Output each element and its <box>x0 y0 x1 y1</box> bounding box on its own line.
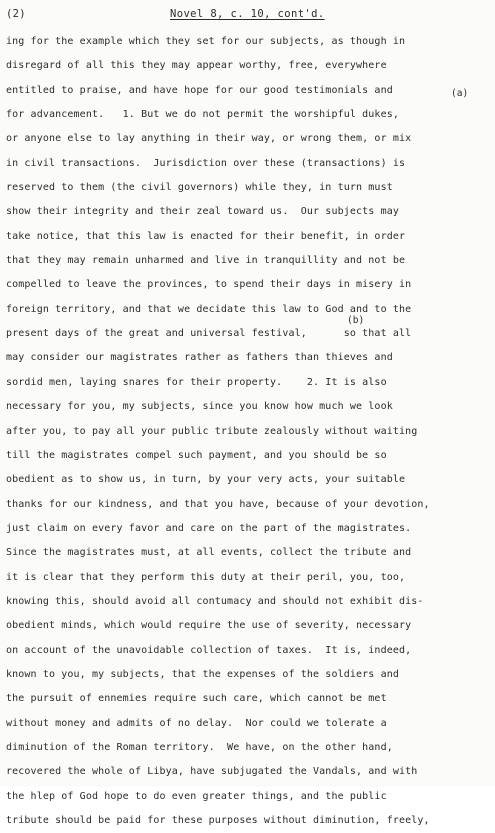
text-line: without money and admits of no delay. Nor could we tolerate a <box>6 717 387 729</box>
text-line: tribute should be paid for these purposes without diminution, freely, <box>6 815 430 826</box>
text-line: take notice, that this law is enacted for their benefit, in order <box>6 230 406 242</box>
text-line: disregard of all this they may appear worthy, free, everywhere <box>6 60 387 72</box>
text-line: foreign territory, and that we decidate this law to God and to the <box>6 303 412 315</box>
text-line: recovered the whole of Libya, have subjugated the Vandals, and with <box>6 766 418 778</box>
text-line: thanks for our kindness, and that you have, because of your devotion, <box>6 498 430 510</box>
text-line: for advancement. 1. But we do not permit the worshipful dukes, <box>6 109 399 121</box>
text-line: show their integrity and their zeal toward us. Our subjects may <box>6 206 399 218</box>
text-line: Since the magistrates must, at all events, collect the tribute and <box>6 547 412 559</box>
text-line: on account of the unavoidable collection of taxes. It is, indeed, <box>6 644 412 656</box>
footnote-mark-a: (a) <box>451 88 469 99</box>
footnote-mark-b: (b) <box>347 315 365 326</box>
text-line: known to you, my subjects, that the expenses of the soldiers and <box>6 668 399 680</box>
text-line: it is clear that they perform this duty at their peril, you, too, <box>6 571 406 583</box>
text-line: compelled to leave the provinces, to spend their days in misery in <box>6 279 412 291</box>
text-line: till the magistrates compel such payment, and you should be so <box>6 449 387 461</box>
text-line: may consider our magistrates rather as fathers than thieves and <box>6 352 393 364</box>
text-line: diminution of the Roman territory. We have, on the other hand, <box>6 741 393 753</box>
text-line: that they may remain unharmed and live in tranquillity and not be <box>6 255 406 267</box>
text-line: knowing this, should avoid all contumacy and should not exhibit dis- <box>6 595 424 607</box>
text-line: just claim on every favor and care on the part of the magistrates. <box>6 522 412 534</box>
text-line: obedient minds, which would require the use of severity, necessary <box>6 620 412 632</box>
text-line: in civil transactions. Jurisdiction over these (transactions) is <box>6 157 406 169</box>
text-line: after you, to pay all your public tribute zealously without waiting <box>6 425 418 437</box>
text-line: necessary for you, my subjects, since you know how much we look <box>6 401 393 413</box>
text-line: reserved to them (the civil governors) while they, in turn must <box>6 182 393 194</box>
page-title: Novel 8, c. 10, cont'd. <box>170 8 325 20</box>
text-line: entitled to praise, and have hope for our good testimonials and <box>6 84 393 96</box>
document-body <box>6 30 492 833</box>
text-line: ing for the example which they set for our subjects, as though in <box>6 36 406 47</box>
page-number: (2) <box>6 8 26 20</box>
text-line: sordid men, laying snares for their property. 2. It is also <box>6 376 387 388</box>
text-line: or anyone else to lay anything in their way, or wrong them, or mix <box>6 133 412 145</box>
text-line: the pursuit of ennemies require such care, which cannot be met <box>6 693 387 705</box>
text-line: present days of the great and universal festival, so that all <box>6 328 412 340</box>
text-line: the hlep of God hope to do even greater things, and the public <box>6 790 387 802</box>
text-line: obedient as to show us, in turn, by your very acts, your suitable <box>6 474 406 486</box>
